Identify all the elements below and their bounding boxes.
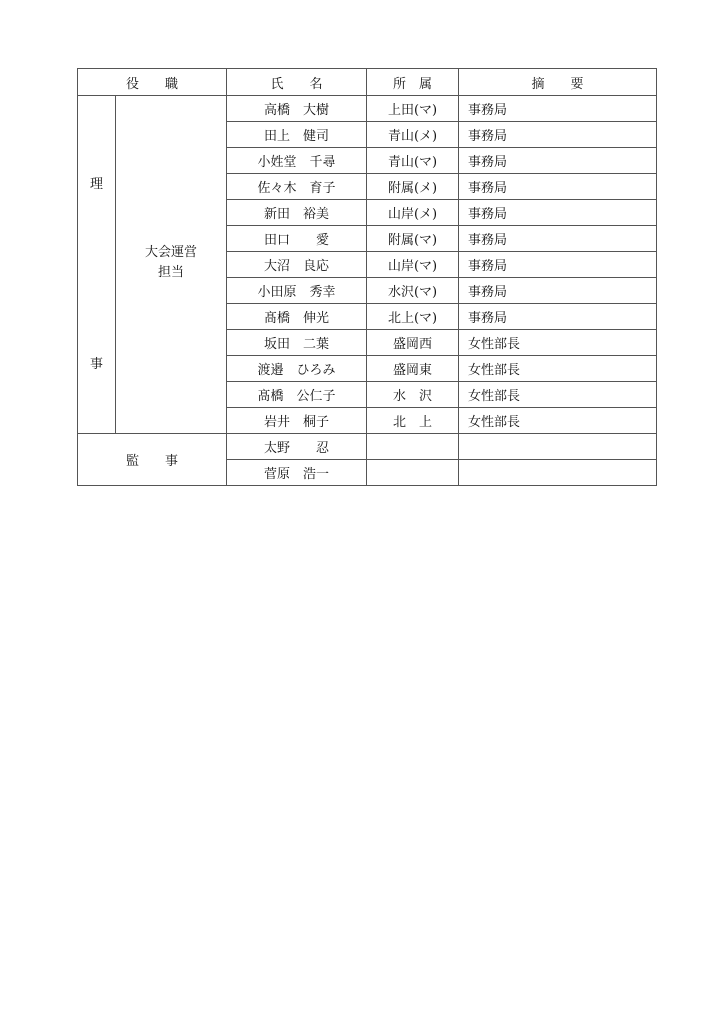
auditor-name: 菅原 浩一: [227, 460, 367, 486]
member-affiliation: 北 上: [367, 408, 459, 434]
riji-label-bottom: 事: [89, 356, 103, 372]
member-remarks: 事務局: [459, 304, 657, 330]
member-name: 渡邉 ひろみ: [227, 356, 367, 382]
header-remarks: 摘 要: [459, 69, 657, 96]
member-name: 坂田 二葉: [227, 330, 367, 356]
member-remarks: 女性部長: [459, 356, 657, 382]
member-name: 田口 愛: [227, 226, 367, 252]
member-affiliation: 盛岡東: [367, 356, 459, 382]
member-affiliation: 青山(メ): [367, 122, 459, 148]
member-name: 小姓堂 千尋: [227, 148, 367, 174]
member-name: 髙橋 伸光: [227, 304, 367, 330]
auditor-name: 太野 忍: [227, 434, 367, 460]
member-remarks: 事務局: [459, 96, 657, 122]
riji-role-cell: [78, 96, 116, 434]
header-affiliation: 所 属: [367, 69, 459, 96]
member-name: 佐々木 育子: [227, 174, 367, 200]
table-row: [78, 434, 657, 460]
member-affiliation: 水 沢: [367, 382, 459, 408]
auditor-affiliation: [367, 460, 459, 486]
officer-roster-table: [77, 68, 657, 486]
sub-role-line1: 大会運営: [145, 244, 198, 260]
member-remarks: 女性部長: [459, 382, 657, 408]
member-remarks: 事務局: [459, 122, 657, 148]
auditor-remarks: [459, 434, 657, 460]
kanji-role-cell: 監 事: [78, 434, 227, 486]
sub-role-line2: 担当: [158, 264, 185, 280]
member-remarks: 事務局: [459, 148, 657, 174]
member-affiliation: 水沢(マ): [367, 278, 459, 304]
member-remarks: 事務局: [459, 226, 657, 252]
member-remarks: 事務局: [459, 278, 657, 304]
member-remarks: 女性部長: [459, 330, 657, 356]
member-affiliation: 盛岡西: [367, 330, 459, 356]
member-affiliation: 北上(マ): [367, 304, 459, 330]
member-affiliation: 附属(マ): [367, 226, 459, 252]
member-remarks: 事務局: [459, 174, 657, 200]
member-name: 岩井 桐子: [227, 408, 367, 434]
table-row: [78, 96, 657, 122]
member-affiliation: 上田(マ): [367, 96, 459, 122]
auditor-remarks: [459, 460, 657, 486]
sub-role-cell: [116, 96, 227, 434]
member-remarks: 女性部長: [459, 408, 657, 434]
member-name: 田上 健司: [227, 122, 367, 148]
header-row: [78, 69, 657, 96]
header-name: 氏 名: [227, 69, 367, 96]
member-affiliation: 山岸(メ): [367, 200, 459, 226]
member-name: 新田 裕美: [227, 200, 367, 226]
riji-label-top: 理: [89, 176, 103, 192]
member-affiliation: 附属(メ): [367, 174, 459, 200]
member-name: 小田原 秀幸: [227, 278, 367, 304]
header-role: 役 職: [78, 69, 227, 96]
member-affiliation: 山岸(マ): [367, 252, 459, 278]
member-name: 髙橋 公仁子: [227, 382, 367, 408]
auditor-affiliation: [367, 434, 459, 460]
member-affiliation: 青山(マ): [367, 148, 459, 174]
member-name: 大沼 良応: [227, 252, 367, 278]
member-remarks: 事務局: [459, 252, 657, 278]
member-name: 高橋 大樹: [227, 96, 367, 122]
member-remarks: 事務局: [459, 200, 657, 226]
